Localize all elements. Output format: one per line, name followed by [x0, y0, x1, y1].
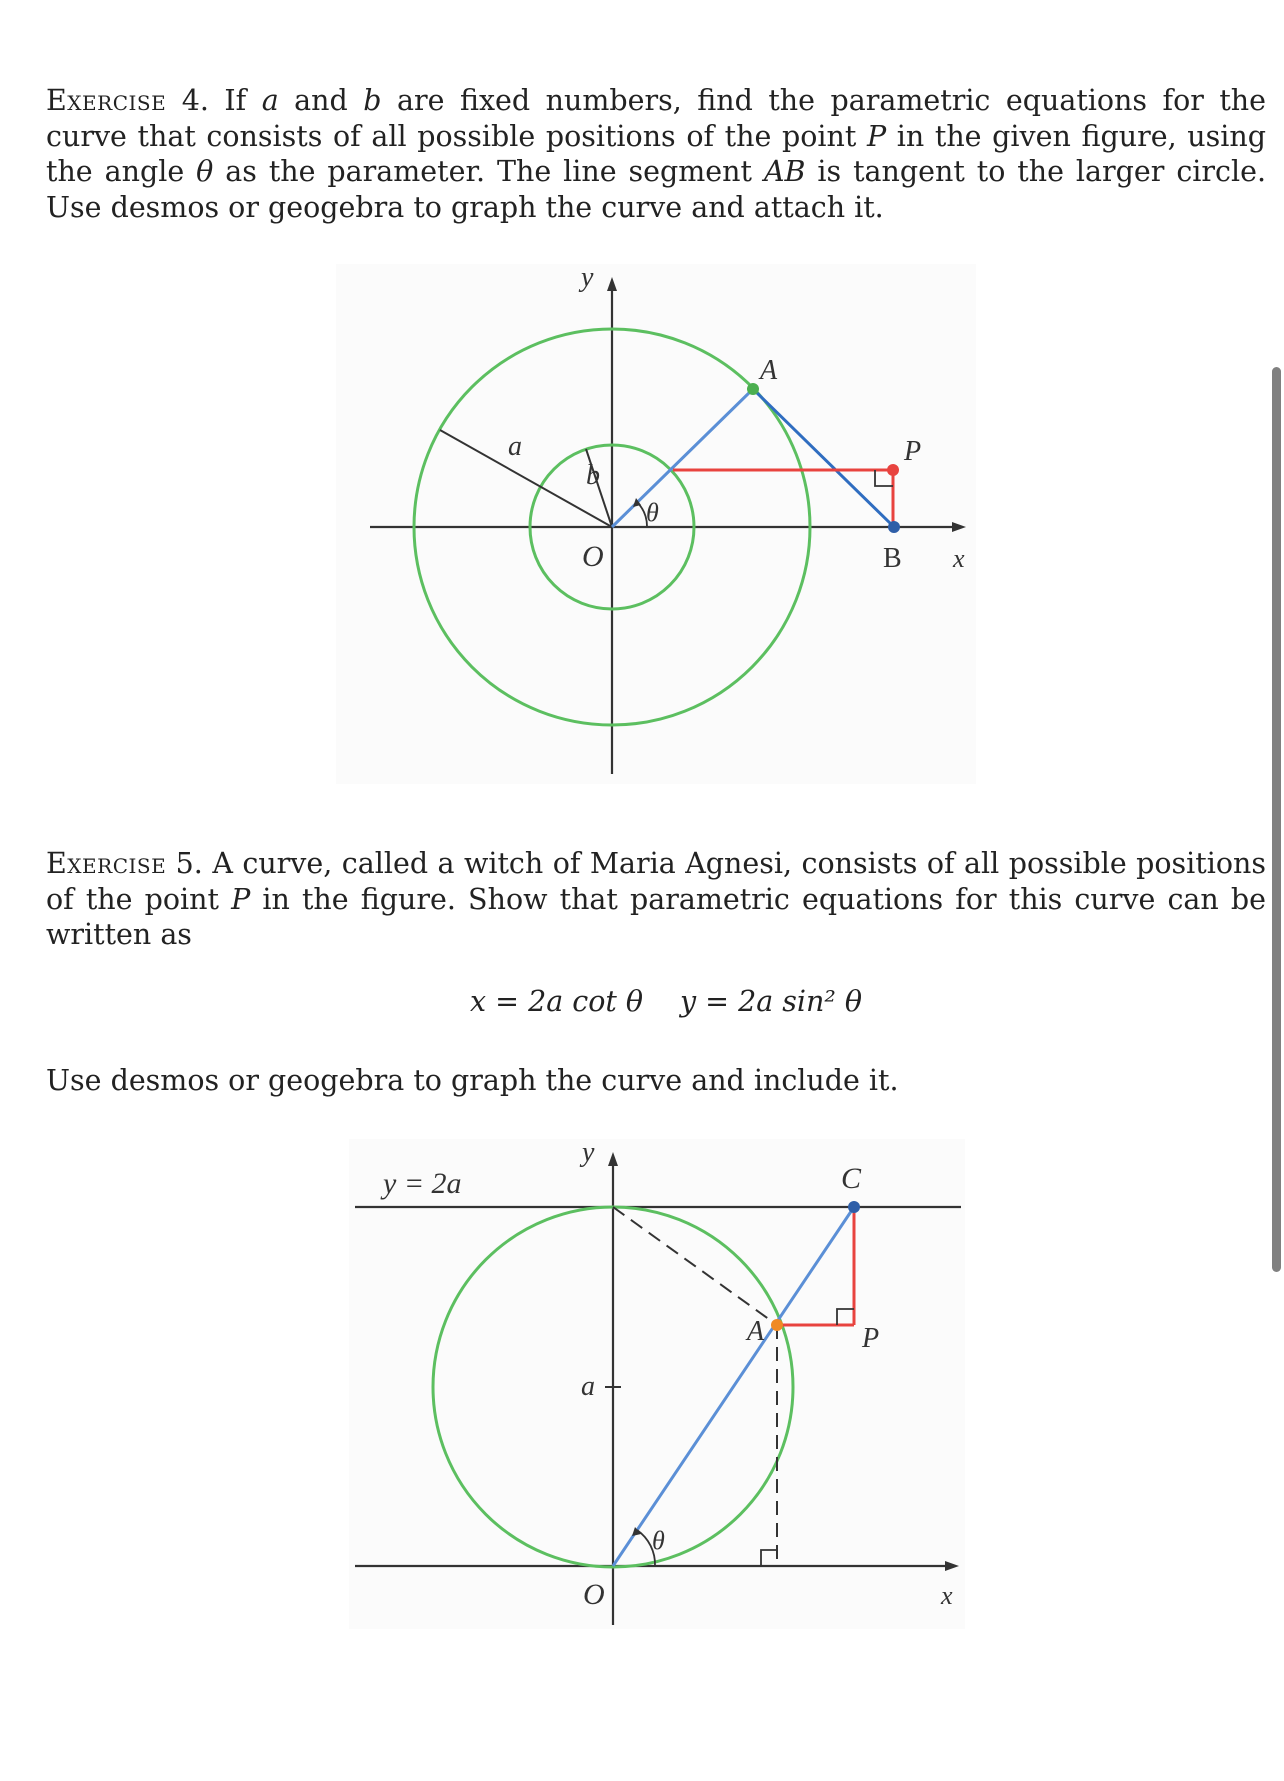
- equation-x: x = 2a cot θ: [470, 985, 644, 1018]
- text-fragment: is tangent to the larger circle. Use desmos or geogebra to graph the curve and attach it.: [46, 155, 1267, 224]
- text-fragment: A curve, called a witch of Maria Agnesi, consists of all possible positions of the point: [46, 847, 1266, 916]
- x-axis-arrow: [945, 1561, 959, 1571]
- var-P: P: [231, 882, 251, 916]
- label-y-axis: y: [581, 264, 594, 293]
- segment-OC: [613, 1207, 854, 1566]
- exercise-5-heading: Exercise: [46, 847, 167, 880]
- label-A: A: [747, 1316, 765, 1347]
- label-C: C: [841, 1162, 862, 1195]
- figure-2-svg: [349, 1139, 965, 1629]
- exercise-5-instruction: Use desmos or geogebra to graph the curve and include it.: [46, 1064, 899, 1097]
- label-a-tick: a: [581, 1371, 595, 1402]
- figure-1-svg: [336, 264, 976, 784]
- segment-OA: [612, 389, 753, 527]
- segment-AB: [753, 389, 894, 527]
- label-A: A: [760, 355, 778, 386]
- text-fragment: and: [294, 84, 348, 117]
- x-axis-arrow: [952, 522, 966, 532]
- point-P: [887, 464, 899, 476]
- right-angle-mark-P: [837, 1309, 854, 1325]
- label-x-axis: x: [953, 544, 965, 573]
- var-b: b: [363, 84, 382, 117]
- exercise-4-heading: Exercise: [46, 84, 167, 117]
- label-O: O: [583, 1578, 605, 1611]
- right-angle-mark-axis: [761, 1550, 777, 1566]
- point-B: [888, 521, 900, 533]
- var-AB: AB: [763, 155, 806, 188]
- label-x-axis: x: [941, 1581, 953, 1610]
- label-P: P: [904, 436, 922, 467]
- label-theta: θ: [646, 498, 659, 527]
- label-y-2a: y = 2a: [383, 1167, 462, 1200]
- label-P: P: [862, 1323, 880, 1354]
- label-a: a: [508, 431, 522, 462]
- scrollbar[interactable]: [1272, 367, 1281, 1272]
- figure-witch-of-agnesi: [349, 1139, 965, 1629]
- text-fragment: in the figure. Show that parametric equations for this curve can be written as: [46, 882, 1266, 951]
- label-O: O: [582, 540, 604, 573]
- label-B: B: [883, 543, 902, 574]
- exercise-5-number: 5.: [175, 847, 203, 880]
- point-A: [771, 1319, 783, 1331]
- var-a: a: [261, 84, 279, 117]
- figure-concentric-circles: [336, 264, 976, 784]
- text-fragment: are fixed numbers, find the parametric equations for the curve that consists of all possible positions of the point: [46, 84, 1266, 153]
- point-C: [848, 1201, 860, 1213]
- var-P: P: [866, 119, 887, 153]
- var-theta: θ: [196, 155, 214, 188]
- label-y-axis: y: [582, 1139, 595, 1168]
- exercise-5-text: [46, 846, 1266, 953]
- point-A: [747, 383, 759, 395]
- label-b: b: [586, 460, 600, 491]
- text-fragment: If: [224, 84, 247, 117]
- label-theta: θ: [652, 1526, 665, 1555]
- text-fragment: in the given figure, using the angle: [46, 119, 1266, 188]
- y-axis-arrow: [608, 1152, 618, 1166]
- y-axis-arrow: [607, 277, 617, 291]
- equation-y: y = 2a sin² θ: [680, 985, 863, 1018]
- exercise-4-text: [46, 83, 1266, 225]
- dashed-chord: [613, 1207, 777, 1325]
- text-fragment: as the parameter. The line segment: [225, 155, 752, 188]
- exercise-4-number: 4.: [181, 84, 209, 117]
